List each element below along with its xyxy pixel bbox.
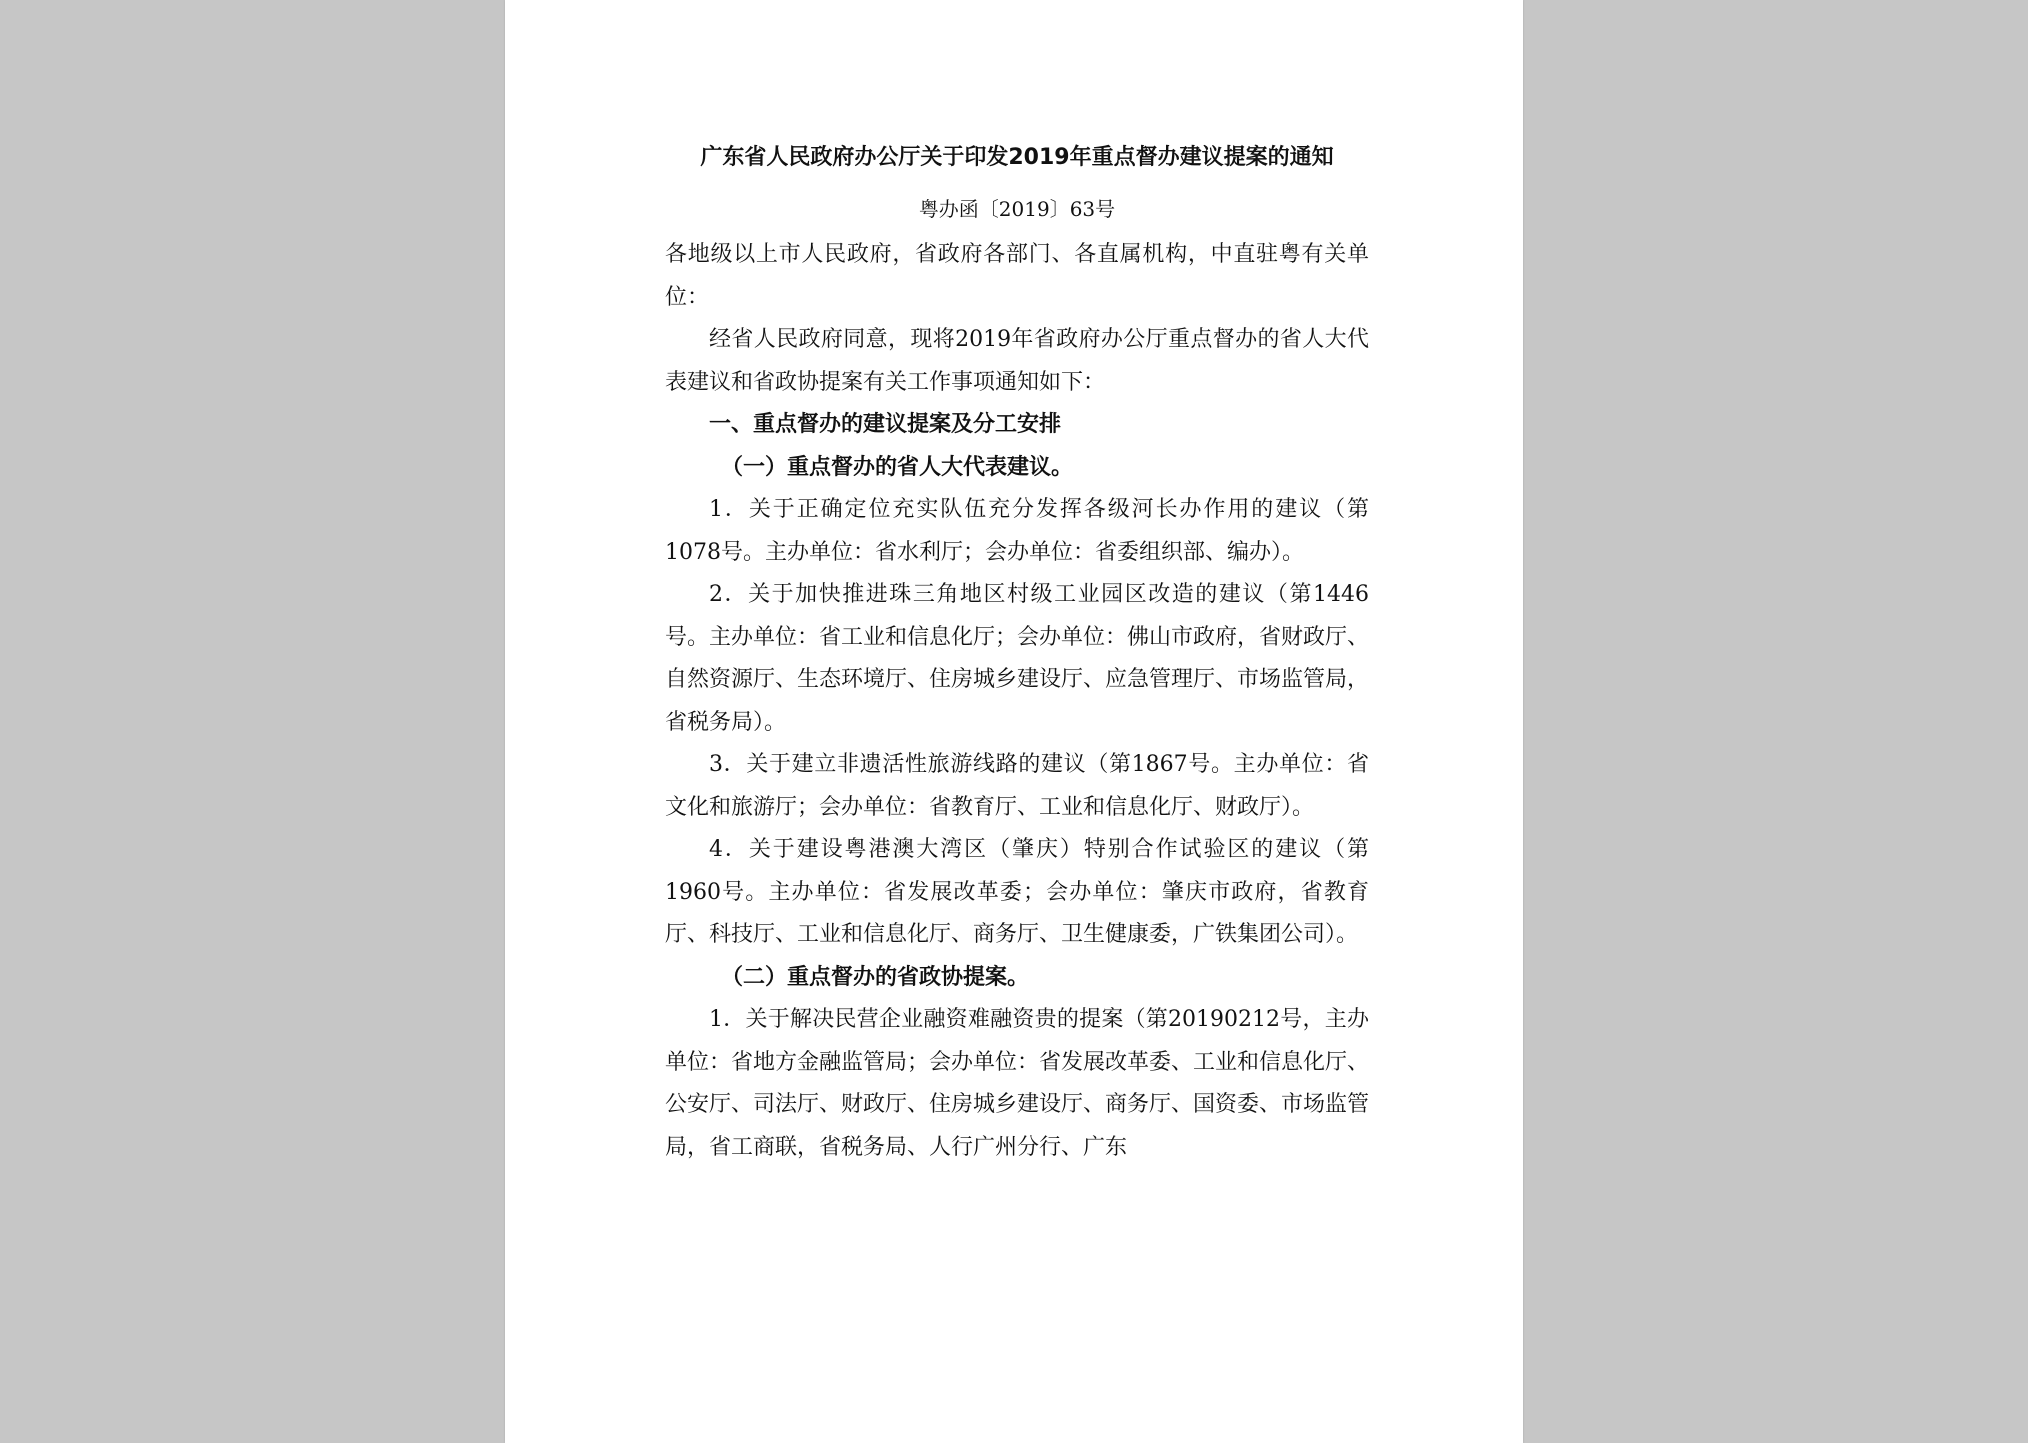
list-item: 4．关于建设粤港澳大湾区（肇庆）特别合作试验区的建议（第1960号。主办单位：省发展改革委；会办单位：肇庆市政府，省教育厅、科技厅、工业和信息化厅、商务厅、卫生健康委，广铁集团公司）。 bbox=[665, 837, 1369, 947]
intro-paragraph: 经省人民政府同意，现将2019年省政府办公厅重点督办的省人大代表建议和省政协提案有关工作事项通知如下： bbox=[665, 327, 1369, 395]
document-title: 广东省人民政府办公厅关于印发2019年重点督办建议提案的通知 bbox=[700, 145, 1334, 170]
list-item: 1．关于正确定位充实队伍充分发挥各级河长办作用的建议（第1078号。主办单位：省水利厅；会办单位：省委组织部、编办）。 bbox=[665, 497, 1369, 565]
subsection-heading-deputies: （一）重点督办的省人大代表建议。 bbox=[721, 454, 1074, 480]
list-item: 2．关于加快推进珠三角地区村级工业园区改造的建议（第1446号。主办单位：省工业和信息化厅；会办单位：佛山市政府，省财政厅、自然资源厅、生态环境厅、住房城乡建设厅、应急管理厅、市场监管局，省税务局）。 bbox=[665, 582, 1370, 735]
addressee: 各地级以上市人民政府，省政府各部门、各直属机构，中直驻粤有关单位： bbox=[665, 242, 1369, 310]
list-item: 3．关于建立非遗活性旅游线路的建议（第1867号。主办单位：省文化和旅游厅；会办单位：省教育厅、工业和信息化厅、财政厅）。 bbox=[665, 752, 1369, 820]
section-heading-1: 一、重点督办的建议提案及分工安排 bbox=[709, 412, 1062, 437]
list-item: 1．关于解决民营企业融资难融资贵的提案（第20190212号，主办单位：省地方金融监管局；会办单位：省发展改革委、工业和信息化厅、公安厅、司法厅、财政厅、住房城乡建设厅、商务厅、国资委、市场监管局，省工商联，省税务局、人行广州分行、广东 bbox=[665, 1007, 1370, 1160]
document-page bbox=[505, 0, 1523, 1443]
document-number: 粤办函〔2019〕63号 bbox=[918, 197, 1116, 221]
page-content bbox=[665, 140, 1369, 1169]
subsection-heading-cppcc: （二）重点督办的省政协提案。 bbox=[721, 964, 1030, 990]
